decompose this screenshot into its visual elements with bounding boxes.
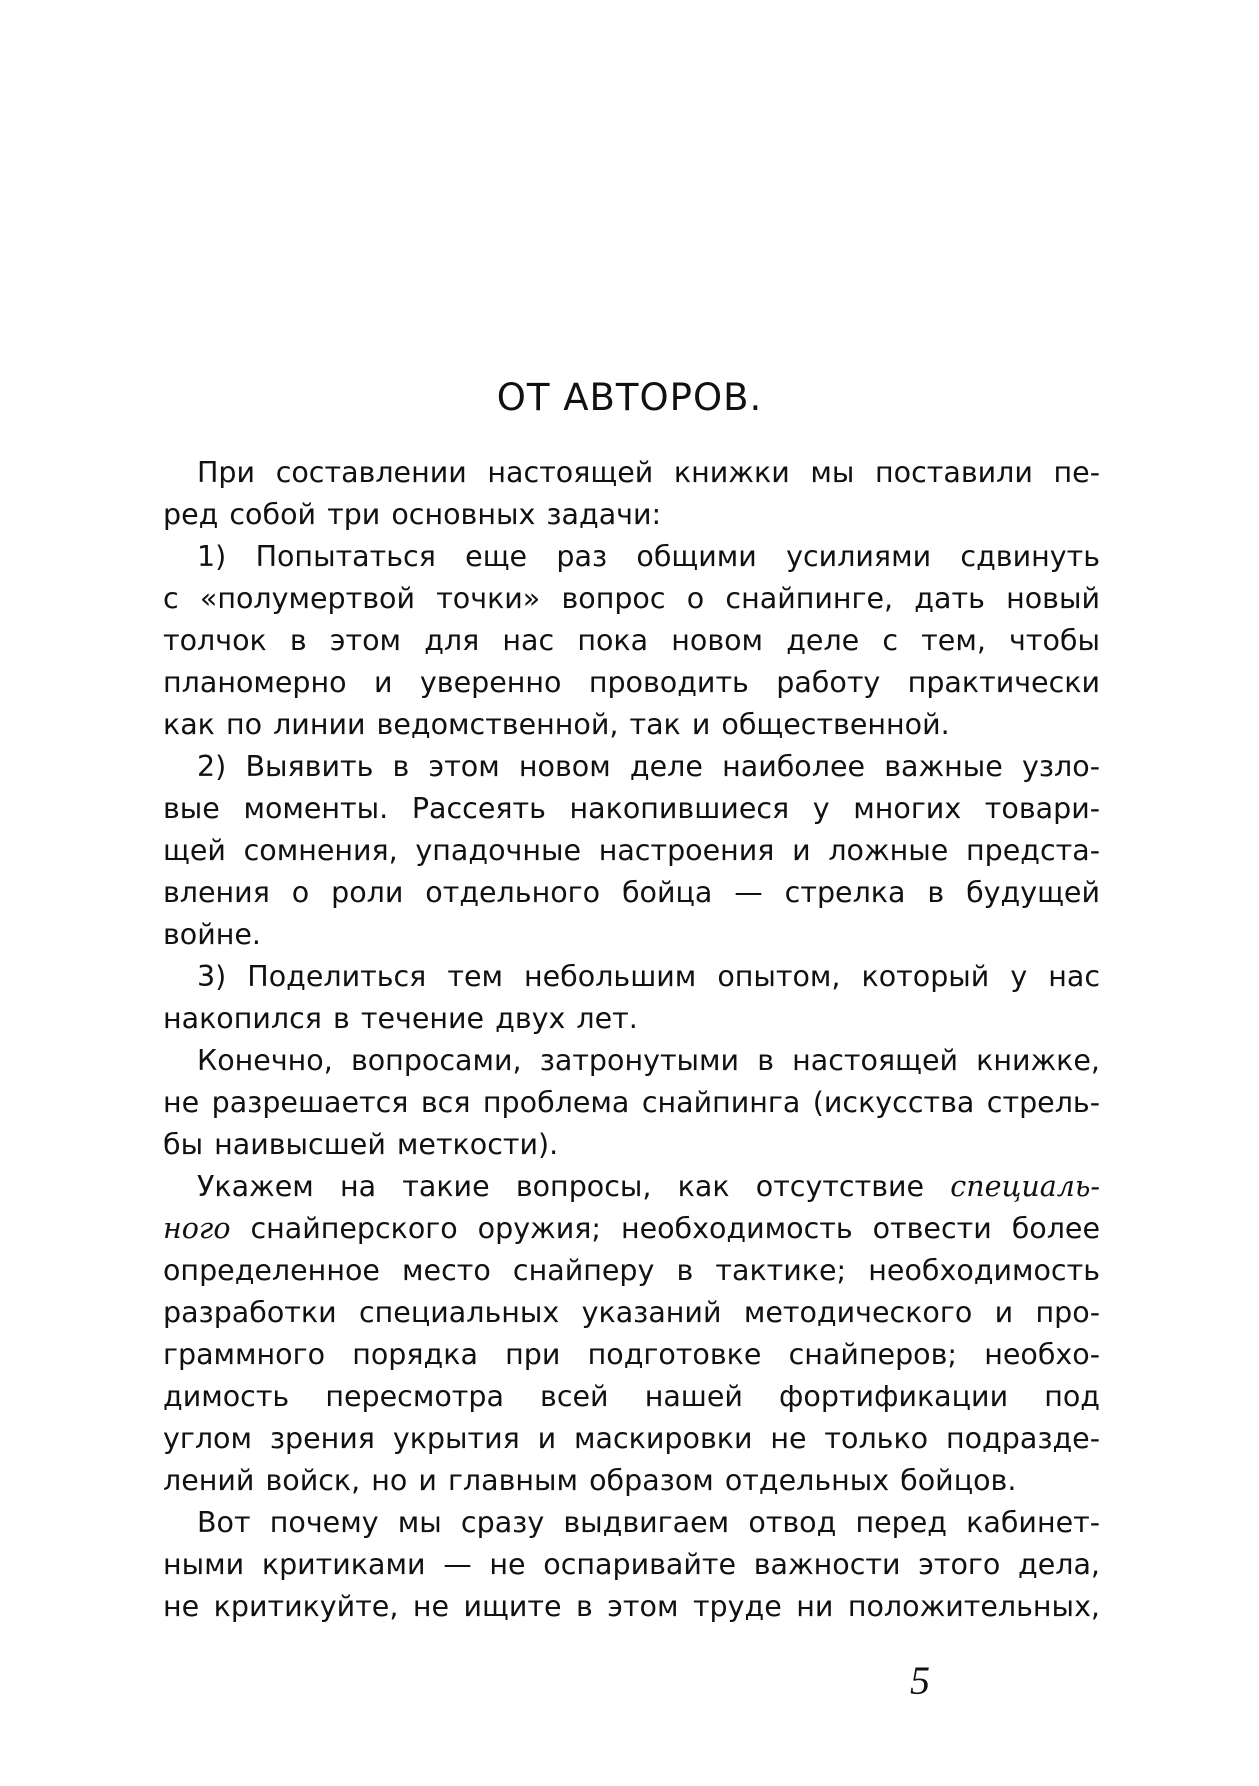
text-line: толчок в этом для нас пока новом деле с тем, чтобы xyxy=(163,624,1100,657)
text-line: 3) Поделиться тем небольшим опытом, который у нас xyxy=(197,960,1100,993)
paragraph-task-3 xyxy=(163,956,1100,1040)
paragraph-intro xyxy=(163,452,1100,536)
text-line: При составлении настоящей книжки мы поставили пе- xyxy=(197,456,1100,489)
text-line: с «полумертвой точки» вопрос о снайпинге, дать новый xyxy=(163,582,1100,615)
text-line: щей сомнения, упадочные настроения и ложные предста- xyxy=(163,834,1100,867)
text-line xyxy=(163,1166,1100,1208)
paragraph-task-1 xyxy=(163,536,1100,746)
text-line: накопился в течение двух лет. xyxy=(163,1002,638,1035)
text-line: углом зрения укрытия и маскировки не только подразде- xyxy=(163,1422,1100,1455)
text-line: граммного порядка при подготовке снайперов; необхо- xyxy=(163,1338,1100,1371)
paragraph-critics xyxy=(163,1502,1100,1628)
text-line: димость пересмотра всей нашей фортификации под xyxy=(163,1380,1100,1413)
text-line: не разрешается вся проблема снайпинга (искусства стрель- xyxy=(163,1086,1100,1119)
text-line: войне. xyxy=(163,918,261,951)
text-line: вления о роли отдельного бойца — стрелка в будущей xyxy=(163,876,1100,909)
text-line: бы наивысшей меткости). xyxy=(163,1128,559,1161)
emphasis-text: специаль- xyxy=(950,1170,1100,1203)
section-heading: ОТ АВТОРОВ. xyxy=(496,376,763,419)
text-line: 1) Попытаться еще раз общими усилиями сдвинуть xyxy=(197,540,1100,573)
text-line: Конечно, вопросами, затронутыми в настоящей книжке, xyxy=(197,1044,1100,1077)
text-line: лений войск, но и главным образом отдельных бойцов. xyxy=(163,1464,1017,1497)
paragraph-task-2 xyxy=(163,746,1100,956)
paragraph-issues xyxy=(163,1166,1100,1502)
text-line xyxy=(163,1208,1100,1250)
body-text xyxy=(163,452,1100,1628)
text-line: как по линии ведомственной, так и общественной. xyxy=(163,708,950,741)
page-number: 5 xyxy=(910,1658,930,1703)
text-run: снайперского оружия; необходимость отвести более xyxy=(230,1212,1100,1245)
text-line: 2) Выявить в этом новом деле наиболее важные узло- xyxy=(197,750,1100,783)
text-line: не критикуйте, не ищите в этом труде ни положительных, xyxy=(163,1590,1100,1623)
text-line: Вот почему мы сразу выдвигаем отвод перед кабинет- xyxy=(197,1506,1100,1539)
paragraph-problem xyxy=(163,1040,1100,1166)
text-line: определенное место снайперу в тактике; необходимость xyxy=(163,1254,1100,1287)
text-line: планомерно и уверенно проводить работу практически xyxy=(163,666,1100,699)
emphasis-text: ного xyxy=(163,1212,231,1245)
text-run: Укажем на такие вопросы, как отсутствие xyxy=(197,1170,951,1203)
text-line: ред собой три основных задачи: xyxy=(163,498,662,531)
text-line: ными критиками — не оспаривайте важности этого дела, xyxy=(163,1548,1100,1581)
text-line: вые моменты. Рассеять накопившиеся у многих товари- xyxy=(163,792,1100,825)
text-line: разработки специальных указаний методического и про- xyxy=(163,1296,1100,1329)
